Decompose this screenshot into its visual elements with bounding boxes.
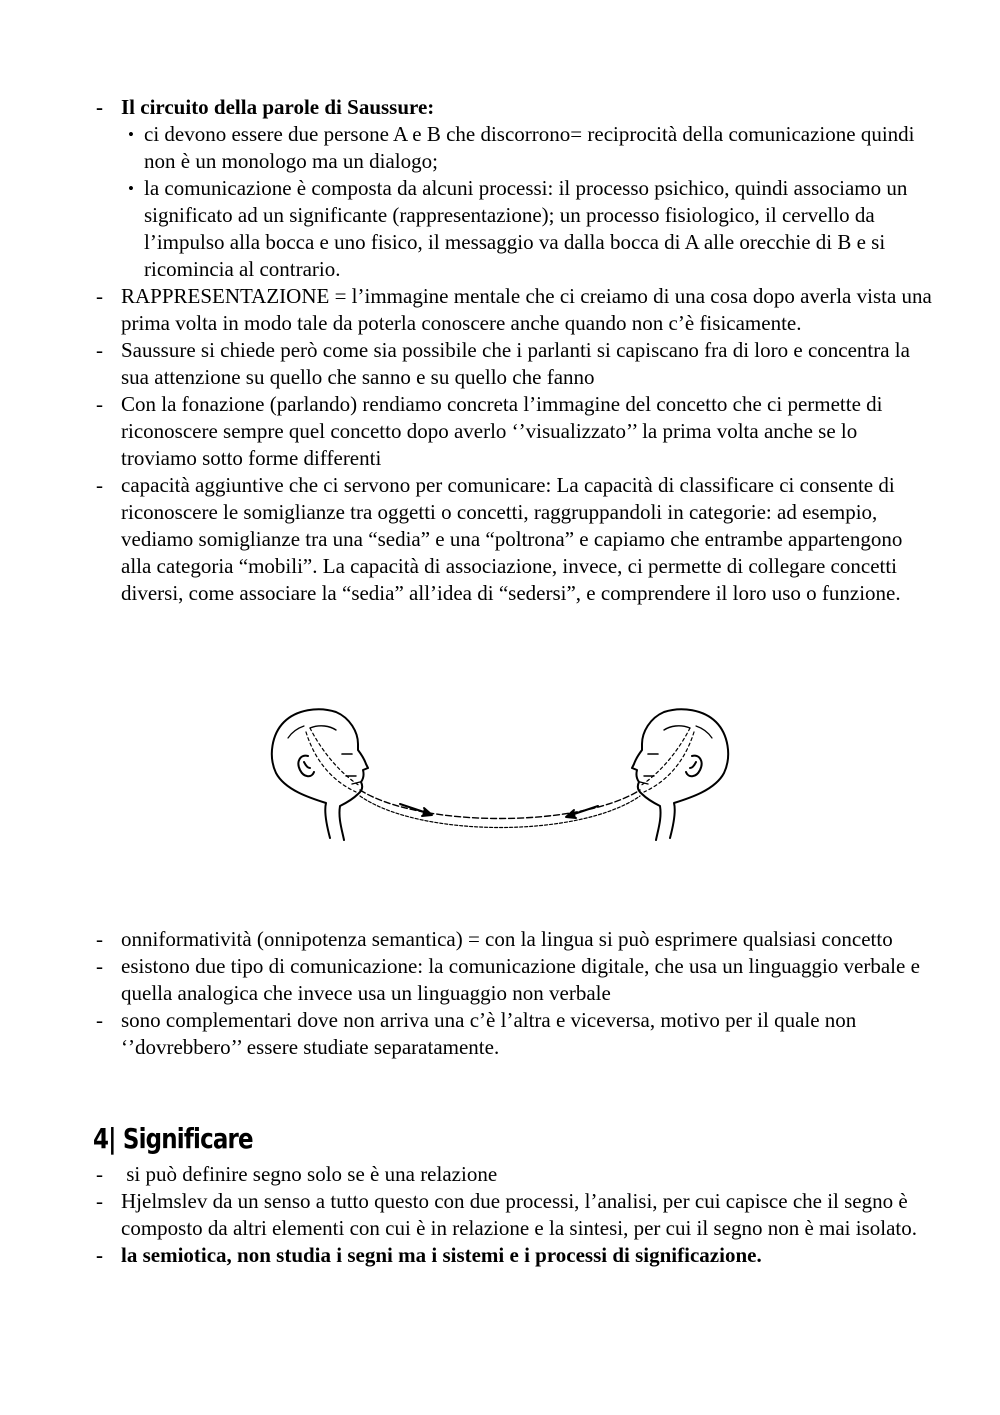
dash-marker: - <box>96 1162 103 1186</box>
sub-list-item <box>121 175 932 283</box>
list-item-fonazione <box>92 391 932 472</box>
list-item-rappresentazione <box>92 283 932 337</box>
list-item-circuito <box>92 94 932 283</box>
list-item-complementari <box>92 1007 932 1061</box>
list-item-text: esistono due tipo di comunicazione: la comunicazione digitale, che usa un linguaggio verbale e quella analogica che invece usa un linguaggio non verbale <box>121 954 920 1005</box>
list-item-text: onniformatività (onnipotenza semantica) = con la lingua si può esprimere qualsiasi concetto <box>121 927 893 951</box>
list-item-text: capacità aggiuntive che ci servono per comunicare: La capacità di classificare ci consente di riconoscere le somiglianze tra oggetti o concetti, raggruppandoli in categorie: ad esempio, vediamo somiglianze tra una “sedia” e una “poltrona” e capiamo che entrambe appartengono alla categoria “mobili”. La capacità di associazione, invece, ci permette di collegare concetti diversi, come associare la “sedia” all’idea di “sedersi”, e comprendere il loro uso o funzione. <box>121 473 903 605</box>
list-item-text: si può definire segno solo se è una relazione <box>121 1162 498 1186</box>
section-saussure <box>92 94 932 607</box>
bullet-marker: • <box>128 125 134 144</box>
list-item-hjelmslev <box>92 1188 932 1242</box>
list-item-comunicazione <box>92 953 932 1007</box>
list-item-text: Saussure si chiede però come sia possibile che i parlanti si capiscano fra di loro e concentra la sua attenzione su quello che sanno e su quello che fanno <box>121 338 910 389</box>
sub-list <box>121 121 932 283</box>
list-item-text: Con la fonazione (parlando) rendiamo concreta l’immagine del concetto che ci permette di riconoscere sempre quel concetto dopo averlo ‘’visualizzato’’ la prima volta anche se lo troviamo sotto forme differenti <box>121 392 883 470</box>
dash-marker: - <box>96 95 103 119</box>
sub-list-item-text: ci devono essere due persone A e B che discorrono= reciprocità della comunicazione quindi non è un monologo ma un dialogo; <box>144 122 915 173</box>
list-item-onniformativita <box>92 926 932 953</box>
dash-marker: - <box>96 927 103 951</box>
list-item-semiotica <box>92 1242 932 1269</box>
list-item-text: Il circuito della parole di Saussure: <box>121 95 435 119</box>
section-onniformativita <box>92 926 932 1061</box>
list-item-text: la semiotica, non studia i segni ma i sistemi e i processi di significazione. <box>121 1243 762 1267</box>
dash-marker: - <box>96 392 103 416</box>
speech-circuit-illustration <box>260 698 740 858</box>
section-heading: 4| Significare <box>93 1122 253 1155</box>
right-head-icon <box>632 709 728 840</box>
list-item-capacita <box>92 472 932 607</box>
bullet-marker: • <box>128 179 134 198</box>
left-head-icon <box>272 709 368 840</box>
list-item-text: sono complementari dove non arriva una c’è l’altra e viceversa, motivo per il quale non ‘’dovrebbero’’ essere studiate separatamente. <box>121 1008 857 1059</box>
dash-marker: - <box>96 1189 103 1213</box>
dash-marker: - <box>96 954 103 978</box>
dash-marker: - <box>96 338 103 362</box>
dash-marker: - <box>96 473 103 497</box>
dash-marker: - <box>96 1243 103 1267</box>
dash-marker: - <box>96 284 103 308</box>
list-item-parlanti <box>92 337 932 391</box>
list-item-segno <box>92 1161 932 1188</box>
dash-marker: - <box>96 1008 103 1032</box>
sub-list-item-text: la comunicazione è composta da alcuni processi: il processo psichico, quindi associamo un significato ad un significante (rappresentazione); un processo fisiologico, il cervello da l’impulso alla bocca e uno fisico, il messaggio va dalla bocca di A alle orecchie di B e si ricomincia al contrario. <box>144 176 908 281</box>
list-item-text: Hjelmslev da un senso a tutto questo con due processi, l’analisi, per cui capisce che il segno è composto da altri elementi con cui è in relazione e la sintesi, per cui il segno non è mai isolato. <box>121 1189 918 1240</box>
sub-list-item <box>121 121 932 175</box>
section-significare <box>92 1161 932 1269</box>
list-item-text: RAPPRESENTAZIONE = l’immagine mentale che ci creiamo di una cosa dopo averla vista una prima volta in modo tale da poterla conoscere anche quando non c’è fisicamente. <box>121 284 932 335</box>
speech-circuit-drawing <box>260 698 740 858</box>
